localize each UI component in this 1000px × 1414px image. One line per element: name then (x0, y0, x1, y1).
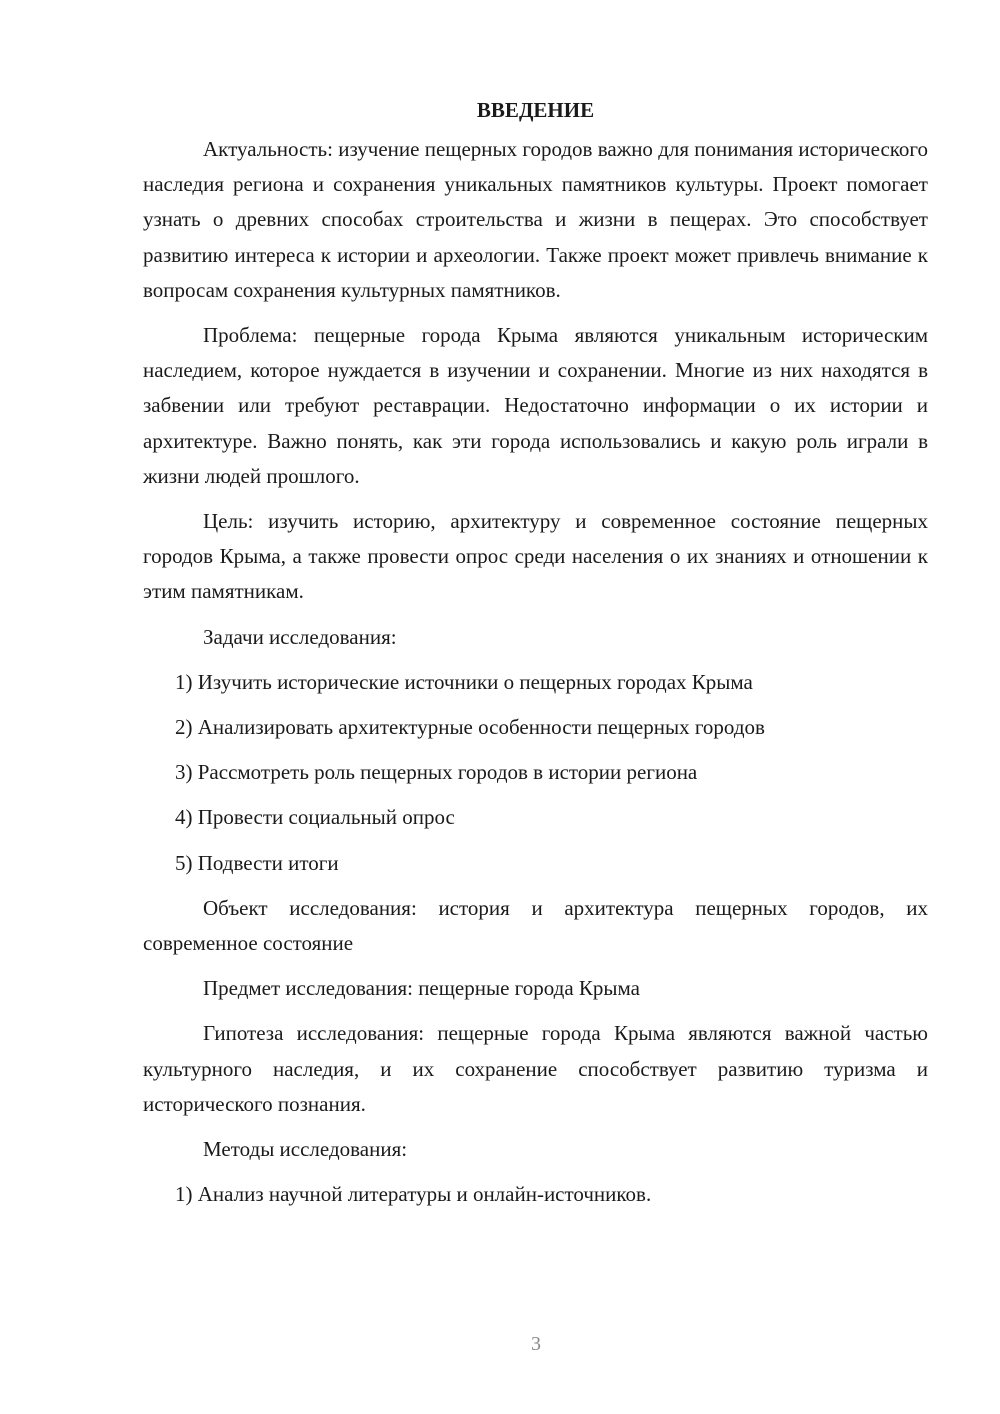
task-item-5: 5) Подвести итоги (175, 850, 339, 875)
section-heading: ВВЕДЕНИЕ (476, 98, 595, 122)
relevance-paragraph: Актуальность: изучение пещерных городов важно для понимания исторического наследия региона и сохранения уникальных памятников культуры. Проект помогает узнать о древних способах строительства и жизни в пещерах. Это способствует развитию интереса к истории и археологии. Также проект может привлечь внимание к вопросам сохранения культурных памятников. (143, 137, 928, 302)
object-paragraph: Объект исследования: история и архитектура пещерных городов, их современное состояние (143, 895, 928, 956)
task-item-1: 1) Изучить исторические источники о пещерных городах Крыма (175, 669, 753, 694)
task-item-4: 4) Провести социальный опрос (175, 805, 455, 830)
tasks-label: Задачи исследования: (203, 624, 397, 649)
hypothesis-paragraph: Гипотеза исследования: пещерные города Крыма являются важной частью культурного наследия, и их сохранение способствует развитию туризма и исторического познания. (143, 1021, 928, 1116)
problem-paragraph: Проблема: пещерные города Крыма являются уникальным историческим наследием, которое нуждается в изучении и сохранении. Многие из них находятся в забвении или требуют реставрации. Недостаточно информации о их истории и архитектуре. Важно понять, как эти города использовались и какую роль играли в жизни людей прошлого. (143, 323, 928, 488)
subject-paragraph: Предмет исследования: пещерные города Крыма (203, 976, 640, 1001)
goal-paragraph: Цель: изучить историю, архитектуру и современное состояние пещерных городов Крыма, а также провести опрос среди населения о их знаниях и отношении к этим памятникам. (143, 509, 928, 604)
task-item-3: 3) Рассмотреть роль пещерных городов в истории региона (175, 760, 698, 785)
method-item-1: 1) Анализ научной литературы и онлайн-источников. (175, 1182, 652, 1207)
document-body (143, 96, 928, 1222)
methods-label: Методы исследования: (203, 1137, 408, 1162)
task-item-2: 2) Анализировать архитектурные особенности пещерных городов (175, 715, 765, 740)
page-number: 3 (531, 1333, 541, 1355)
